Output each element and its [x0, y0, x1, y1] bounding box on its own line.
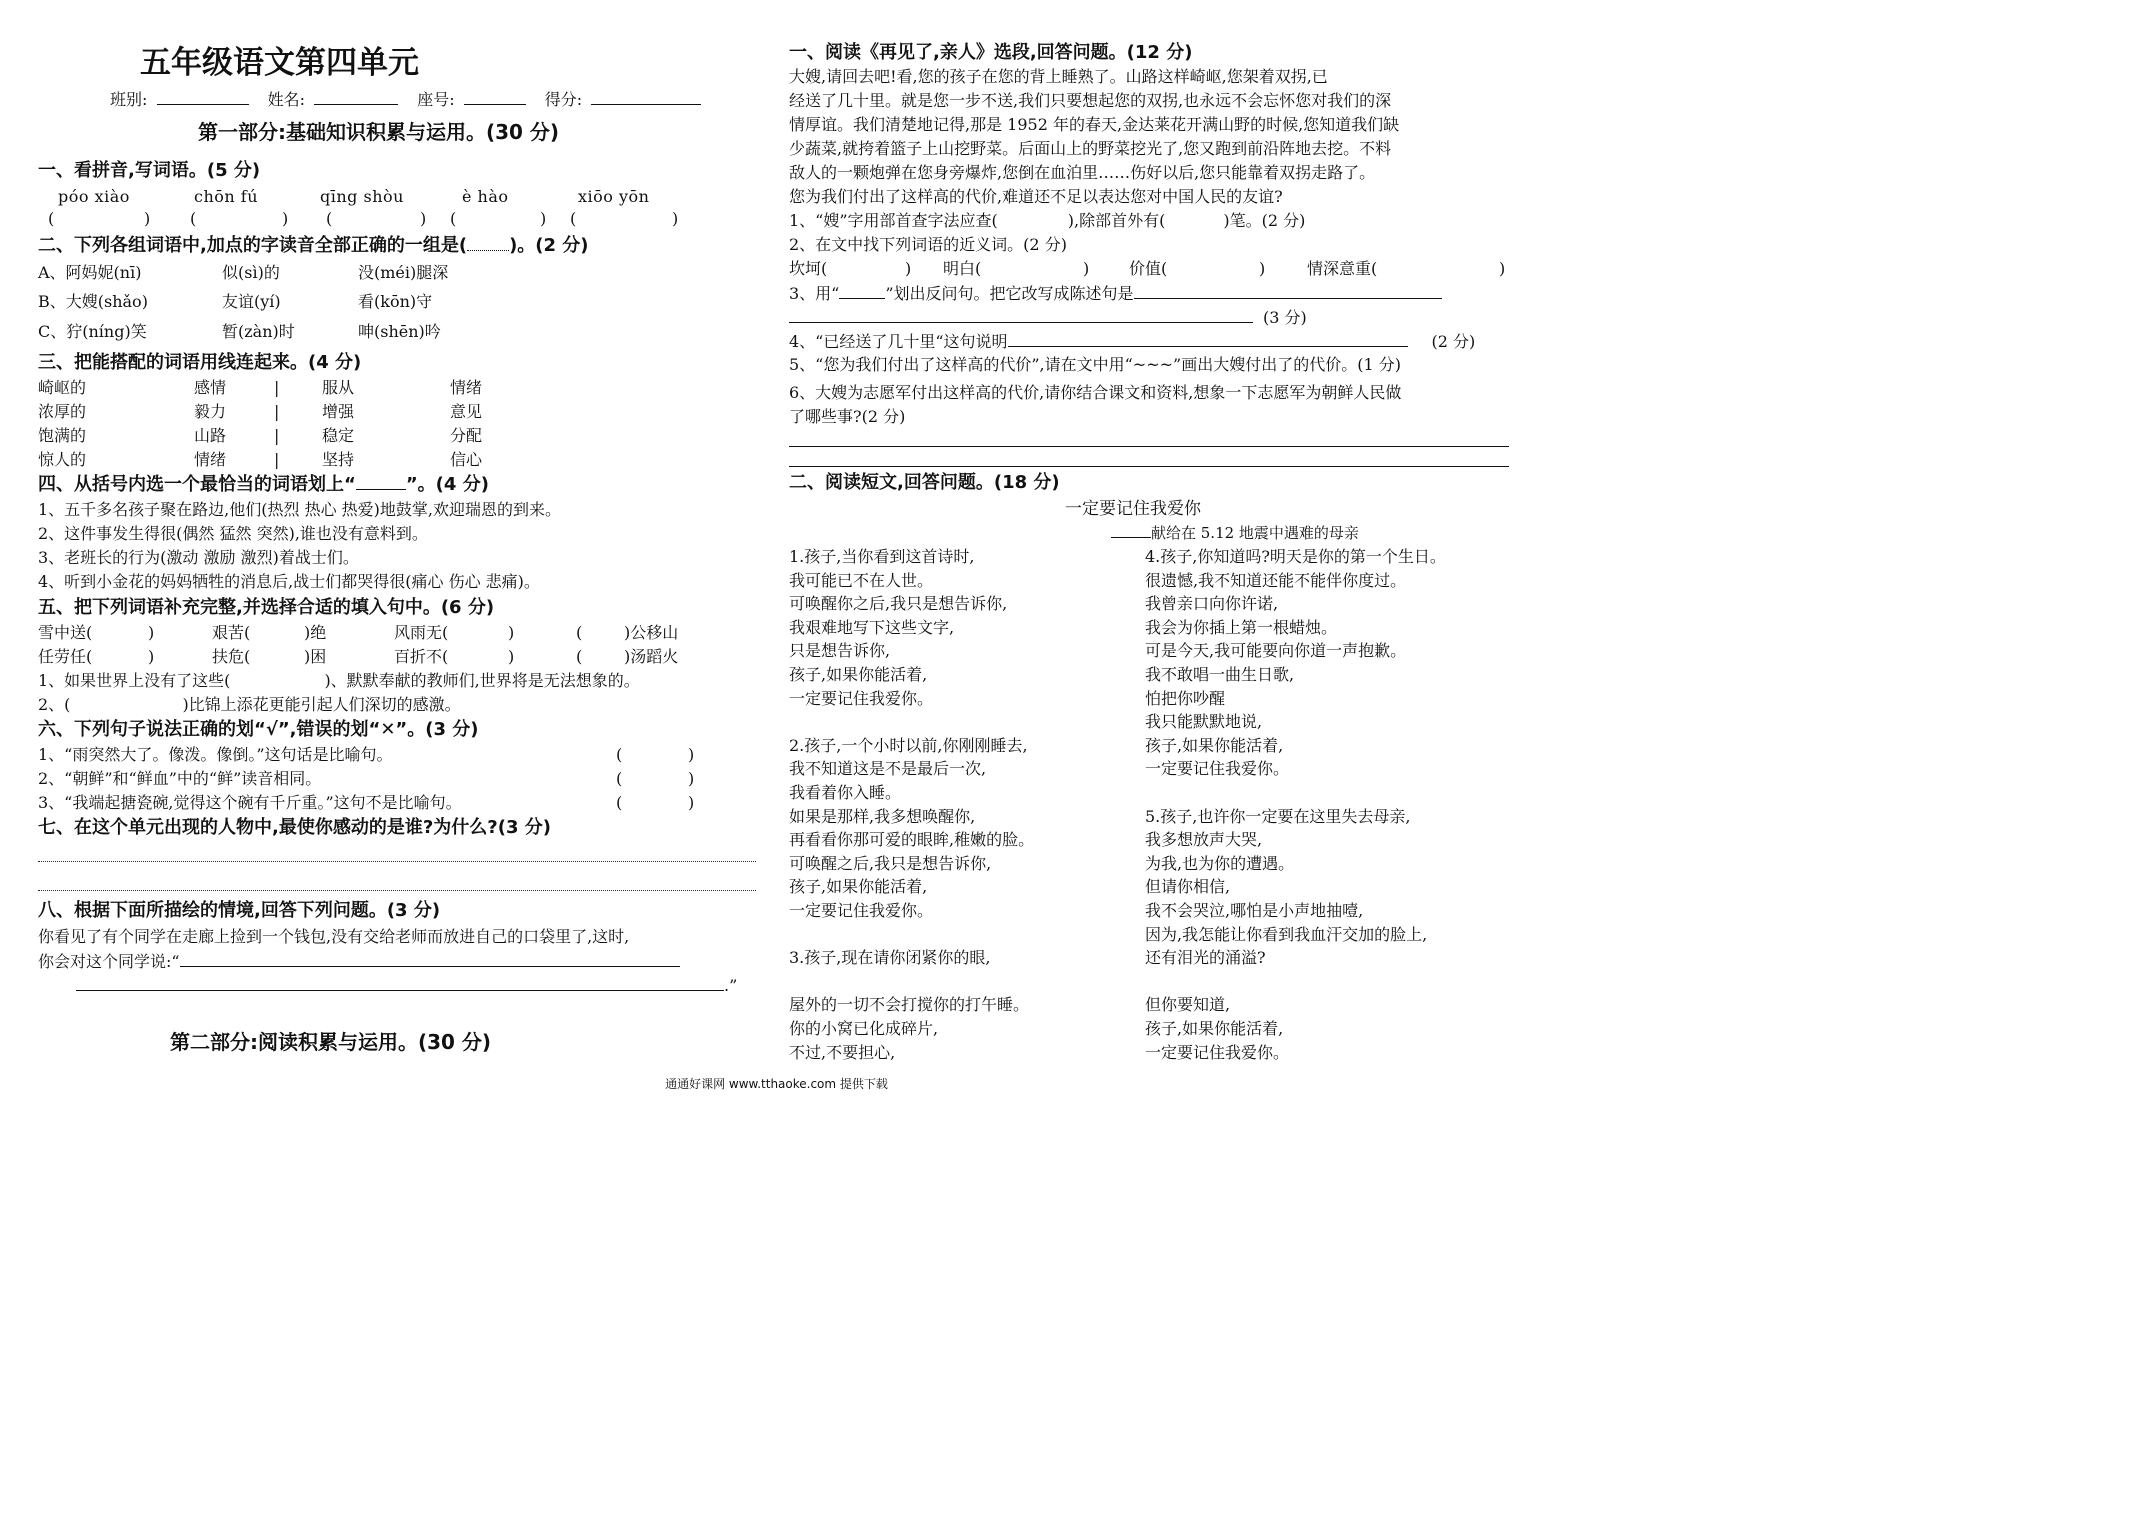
- r1-q1-part: ),除部首外有(: [1067, 211, 1166, 230]
- seat-label: 座号:: [417, 90, 455, 109]
- poem-line: 但你要知道,: [1145, 995, 1231, 1015]
- poem-line: 我可能已不在人世。: [789, 570, 934, 590]
- idiom-part: 任劳任(: [38, 647, 93, 666]
- q4-heading-end: ”。(4 分): [405, 474, 489, 495]
- name-field[interactable]: [314, 88, 398, 105]
- poem-line: 我多想放声大哭,: [1145, 830, 1263, 850]
- idiom-part: ): [508, 647, 515, 666]
- paren-open: (: [450, 209, 457, 228]
- idiom-part: 扶危(: [212, 647, 251, 666]
- r1-q5: 5、“您为我们付出了这样高的代价”,请在文中用“~~~”画出大嫂付出了的代价。(1 分): [789, 355, 1401, 374]
- divider: |: [274, 402, 280, 421]
- divider: |: [274, 378, 280, 397]
- option-cell: B、大嫂(shǎo): [38, 292, 148, 311]
- idiom-part: )困: [304, 647, 327, 666]
- q2-heading-text: 二、下列各组词语中,加点的字读音全部正确的一组是(: [38, 235, 468, 256]
- synonym-part: 价值(: [1129, 259, 1168, 278]
- answer-paren[interactable]: (: [616, 793, 623, 812]
- idiom-part: ): [148, 623, 155, 642]
- q6-item-text: 3、“我端起搪瓷碗,觉得这个碗有千斤重。”这句不是比喻句。: [38, 793, 462, 812]
- answer-line[interactable]: [180, 950, 680, 967]
- r1-q4: [789, 330, 1475, 353]
- q5-sentence-2[interactable]: [38, 694, 461, 716]
- answer-paren[interactable]: ): [688, 745, 695, 764]
- option-cell: C、狞(níng)笑: [38, 322, 147, 341]
- match-word[interactable]: 情绪: [194, 450, 227, 469]
- class-field[interactable]: [157, 88, 249, 105]
- poem-line: 可是今天,我可能要向你道一声抱歉。: [1145, 641, 1407, 661]
- poem-line: 孩子,如果你能活着,: [789, 877, 928, 897]
- poem-title: 一定要记住我爱你: [1065, 499, 1201, 519]
- r1-q4-text: 4、“已经送了几十里“这句说明: [789, 332, 1008, 351]
- match-word[interactable]: 服从: [322, 378, 355, 397]
- answer-line[interactable]: [1134, 282, 1442, 299]
- pinyin-item: è hào: [462, 187, 509, 206]
- score-note: (2 分): [1431, 332, 1476, 351]
- answer-line[interactable]: [76, 974, 724, 991]
- paren-close: ): [282, 209, 289, 228]
- q6-item: [38, 744, 738, 766]
- q4-item[interactable]: 2、这件事发生得很(偶然 猛然 突然),谁也没有意料到。: [38, 524, 428, 543]
- r1-q3-part: 3、用“: [789, 284, 840, 303]
- poem-line: 我不知道这是不是最后一次,: [789, 759, 987, 779]
- poem-line: 你的小窝已化成碎片,: [789, 1019, 939, 1038]
- poem-line: 一定要记住我爱你。: [789, 901, 934, 920]
- option-cell: A、阿妈妮(nī): [38, 263, 142, 282]
- poem-line: 孩子,如果你能活着,: [1145, 735, 1284, 755]
- q4-item[interactable]: 1、五千多名孩子聚在路边,他们(热烈 热心 热爱)地鼓掌,欢迎瑞恩的到来。: [38, 500, 562, 519]
- idiom-part: )绝: [304, 623, 327, 642]
- paren-close: ): [672, 209, 679, 228]
- match-word[interactable]: 情绪: [450, 378, 483, 397]
- synonym-part: ): [1083, 259, 1090, 278]
- answer-paren[interactable]: ): [688, 793, 695, 812]
- idiom-part: 百折不(: [394, 647, 449, 666]
- q6-item-text: 1、“雨突然大了。像泼。像倒。”这句话是比喻句。: [38, 745, 393, 764]
- idiom-part: (: [576, 623, 583, 642]
- answer-line[interactable]: [789, 446, 1509, 447]
- poem-line: 为我,也为你的遭遇。: [1145, 853, 1295, 873]
- poem-line: 我会为你插上第一根蜡烛。: [1145, 617, 1338, 637]
- poem-line: 孩子,如果你能活着,: [789, 665, 928, 684]
- q6-item-text: 2、“朝鲜”和“鲜血”中的“鲜”读音相同。: [38, 769, 322, 788]
- answer-line[interactable]: [38, 861, 756, 862]
- paren-open: (: [570, 209, 577, 228]
- match-word[interactable]: 饱满的: [38, 426, 87, 445]
- reading1-heading: 一、阅读《再见了,亲人》选段,回答问题。(12 分): [789, 42, 1193, 63]
- synonym-part: 情深意重(: [1307, 259, 1378, 278]
- paren-open: (: [190, 209, 197, 228]
- poem-line: 怕把你吵醒: [1145, 688, 1226, 708]
- option-cell: 暂(zàn)时: [222, 322, 295, 341]
- poem-dedication: [1111, 522, 1359, 544]
- passage-line: 大嫂,请回去吧!看,您的孩子在您的背上睡熟了。山路这样崎岖,您架着双拐,已: [789, 67, 1328, 86]
- poem-line: 一定要记住我爱你。: [789, 688, 934, 708]
- match-word[interactable]: 崎岖的: [38, 378, 87, 397]
- idiom-part: )汤蹈火: [624, 647, 679, 666]
- poem-line: 我只能默默地说,: [1145, 712, 1263, 732]
- poem-line: 如果是那样,我多想唤醒你,: [789, 806, 976, 826]
- poem-line: 屋外的一切不会打搅你的打午睡。: [789, 995, 1030, 1015]
- match-word[interactable]: 坚持: [322, 450, 355, 469]
- part1-heading: 第一部分:基础知识积累与运用。(30 分): [198, 120, 560, 144]
- name-label: 姓名:: [267, 90, 305, 109]
- q4-heading: [38, 472, 489, 498]
- idiom-part: 雪中送(: [38, 623, 93, 642]
- passage-line: 经送了几十里。就是您一步不送,我们只要想起您的双拐,也永远不会忘怀您对我们的深: [789, 91, 1392, 110]
- poem-line: 孩子,如果你能活着,: [1145, 1019, 1284, 1038]
- r1-q1-part: )笔。(2 分): [1223, 211, 1306, 230]
- match-word[interactable]: 意见: [450, 402, 483, 421]
- poem-line: 可唤醒之后,我只是想告诉你,: [789, 853, 992, 873]
- answer-paren[interactable]: (: [616, 769, 623, 788]
- poem-line: 但请你相信,: [1145, 877, 1231, 897]
- passage-line: 您为我们付出了这样高的代价,难道还不足以表达您对中国人民的友谊?: [789, 187, 1283, 206]
- poem-line: 还有泪光的涌溢?: [1145, 948, 1266, 968]
- q4-underline-sample: [356, 473, 406, 490]
- match-word[interactable]: 浓厚的: [38, 402, 87, 421]
- paren-close: ): [144, 209, 151, 228]
- reading2-heading: 二、阅读短文,回答问题。(18 分): [789, 472, 1060, 493]
- r1-q3: [789, 282, 1442, 305]
- poem-line: 1.孩子,当你看到这首诗时,: [789, 547, 975, 566]
- poem-line: 5.孩子,也许你一定要在这里失去母亲,: [1145, 806, 1411, 826]
- score-note: (3 分): [1263, 308, 1307, 327]
- paren-open: (: [48, 209, 55, 228]
- q4-item[interactable]: 3、老班长的行为(激动 激励 激烈)着战士们。: [38, 548, 359, 567]
- r1-q6-cont: 了哪些事?(2 分): [789, 407, 906, 426]
- q6-item: [38, 792, 738, 814]
- answer-line[interactable]: [789, 306, 1253, 323]
- synonym-part: 明白(: [943, 259, 982, 278]
- r1-q1-part: 1、“嫂”字用部首查字法应查(: [789, 211, 998, 230]
- option-cell: 友谊(yí): [222, 292, 281, 311]
- synonym-part: 坎坷(: [789, 259, 828, 278]
- score-field[interactable]: [591, 88, 701, 105]
- option-cell: 似(sì)的: [222, 263, 280, 282]
- match-word[interactable]: 感情: [194, 378, 227, 397]
- match-word[interactable]: 增强: [322, 402, 355, 421]
- part2-heading: 第二部分:阅读积累与运用。(30 分): [170, 1030, 492, 1054]
- poem-line: 我不敢唱一曲生日歌,: [1145, 665, 1295, 684]
- idiom-part: (: [576, 647, 583, 666]
- pinyin-item: póo xiào: [58, 187, 130, 206]
- sentence-part: )比锦上添花更能引起人们深切的感激。: [182, 695, 461, 714]
- q8-heading: 八、根据下面所描绘的情境,回答下列问题。(3 分): [38, 900, 441, 921]
- poem-line: 4.孩子,你知道吗?明天是你的第一个生日。: [1145, 547, 1446, 566]
- answer-line[interactable]: [789, 466, 1509, 467]
- paren-close: ): [540, 209, 547, 228]
- match-word[interactable]: 毅力: [194, 402, 227, 421]
- answer-line[interactable]: [38, 890, 756, 891]
- poem-line: 我曾亲口向你许诺,: [1145, 594, 1279, 614]
- class-label: 班别:: [110, 90, 148, 109]
- r1-q1[interactable]: [789, 210, 1305, 232]
- pinyin-item: xiōo yōn: [578, 187, 650, 206]
- q2-heading: [38, 233, 589, 259]
- poem-line: 我艰难地写下这些文字,: [789, 617, 955, 637]
- seat-field[interactable]: [464, 88, 526, 105]
- poem-line: 不过,不要担心,: [789, 1042, 896, 1062]
- poem-line: 我不会哭泣,哪怕是小声地抽噎,: [1145, 901, 1364, 920]
- student-info-row: [110, 88, 701, 111]
- divider: |: [274, 450, 280, 469]
- sentence-part: )、默默奉献的教师们,世界将是无法想象的。: [324, 671, 640, 690]
- answer-paren[interactable]: (: [616, 745, 623, 764]
- r1-q3-part: ”划出反问句。把它改写成陈述句是: [885, 284, 1134, 303]
- sentence-part: 1、如果世界上没有了这些(: [38, 671, 231, 690]
- pinyin-item: chōn fú: [194, 187, 259, 206]
- poem-line: 因为,我怎能让你看到我血汗交加的脸上,: [1145, 924, 1428, 944]
- option-cell: 没(méi)腿深: [358, 263, 449, 282]
- poem-line: 只是想告诉你,: [789, 641, 891, 661]
- match-word[interactable]: 山路: [194, 426, 227, 445]
- idiom-part: 艰苦(: [212, 623, 251, 642]
- option-cell: 看(kōn)守: [358, 292, 433, 311]
- right-column: [775, 0, 1553, 1097]
- poem-line: 一定要记住我爱你。: [1145, 1042, 1290, 1062]
- underline-sample: [839, 282, 885, 299]
- q6-item: [38, 768, 738, 790]
- divider: |: [274, 426, 280, 445]
- poem-line: 可唤醒你之后,我只是想告诉你,: [789, 594, 1008, 614]
- idiom-part: 风雨无(: [394, 623, 449, 642]
- poem-line: 3.孩子,现在请你闭紧你的眼,: [789, 948, 991, 968]
- poem-line: 我看着你入睡。: [789, 783, 902, 802]
- passage-line: 少蔬菜,就挎着篮子上山挖野菜。后面山上的野菜挖光了,您又跑到前沿阵地去挖。不料: [789, 139, 1392, 158]
- idiom-part: )公移山: [624, 623, 679, 642]
- q4-item[interactable]: 4、听到小金花的妈妈牺牲的消息后,战士们都哭得很(痛心 伤心 悲痛)。: [38, 572, 540, 591]
- r1-q2: 2、在文中找下列词语的近义词。(2 分): [789, 235, 1067, 254]
- q2-heading-end: )。(2 分): [509, 235, 589, 256]
- answer-paren[interactable]: ): [688, 769, 695, 788]
- poem-line: 一定要记住我爱你。: [1145, 759, 1290, 779]
- match-word[interactable]: 信心: [450, 450, 483, 469]
- score-label: 得分:: [544, 90, 583, 109]
- synonym-part: ): [905, 259, 912, 278]
- left-column: [0, 0, 775, 1097]
- option-cell: 呻(shēn)吟: [358, 322, 441, 341]
- q3-heading: 三、把能搭配的词语用线连起来。(4 分): [38, 352, 362, 373]
- r1-q3-line2: [789, 306, 1307, 329]
- idiom-part: ): [508, 623, 515, 642]
- dedication-dash: [1111, 525, 1151, 538]
- synonym-part: ): [1499, 259, 1506, 278]
- footer-credit: 通通好课网 www.tthaoke.com 提供下载: [665, 1077, 888, 1091]
- synonym-part: ): [1259, 259, 1266, 278]
- q6-heading: 六、下列句子说法正确的划“√”,错误的划“✕”。(3 分): [38, 719, 479, 740]
- poem-line: 2.孩子,一个小时以前,你刚刚睡去,: [789, 735, 1028, 755]
- q5-heading: 五、把下列词语补充完整,并选择合适的填入句中。(6 分): [38, 597, 495, 618]
- pinyin-item: qīng shòu: [320, 187, 404, 206]
- q8-say-text: 你会对这个同学说:“: [38, 952, 180, 971]
- q8-end-quote: .”: [724, 976, 738, 995]
- sentence-part: 2、(: [38, 695, 71, 714]
- passage-line: 敌人的一颗炮弹在您身旁爆炸,您倒在血泊里……伤好以后,您只能靠着双拐走路了。: [789, 163, 1376, 182]
- answer-line[interactable]: [1008, 330, 1408, 347]
- poem-line: 再看看你那可爱的眼眸,稚嫩的脸。: [789, 830, 1035, 850]
- poem-line: 很遗憾,我不知道还能不能伴你度过。: [1145, 570, 1407, 590]
- idiom-part: ): [148, 647, 155, 666]
- q4-heading-text: 四、从括号内选一个最恰当的词语划上“: [38, 474, 356, 495]
- match-word[interactable]: 惊人的: [38, 450, 87, 469]
- dedication-text: 献给在 5.12 地震中遇难的母亲: [1151, 524, 1359, 542]
- q2-answer-blank[interactable]: [467, 250, 509, 251]
- paren-open: (: [326, 209, 333, 228]
- page-title: 五年级语文第四单元: [140, 45, 419, 81]
- r1-q6: 6、大嫂为志愿军付出这样高的代价,请你结合课文和资料,想象一下志愿军为朝鲜人民做: [789, 383, 1402, 402]
- match-word[interactable]: 稳定: [322, 426, 355, 445]
- passage-line: 情厚谊。我们清楚地记得,那是 1952 年的春天,金达莱花开满山野的时候,您知道我们缺: [789, 115, 1400, 134]
- q1-heading: 一、看拼音,写词语。(5 分): [38, 160, 261, 181]
- q7-heading: 七、在这个单元出现的人物中,最使你感动的是谁?为什么?(3 分): [38, 817, 551, 838]
- q8-text: 你看见了有个同学在走廊上捡到一个钱包,没有交给老师而放进自己的口袋里了,这时,: [38, 927, 630, 946]
- match-word[interactable]: 分配: [450, 426, 483, 445]
- q5-sentence-1[interactable]: [38, 670, 640, 692]
- paren-close: ): [420, 209, 427, 228]
- q8-line-2: [76, 974, 737, 997]
- q8-say: [38, 950, 680, 973]
